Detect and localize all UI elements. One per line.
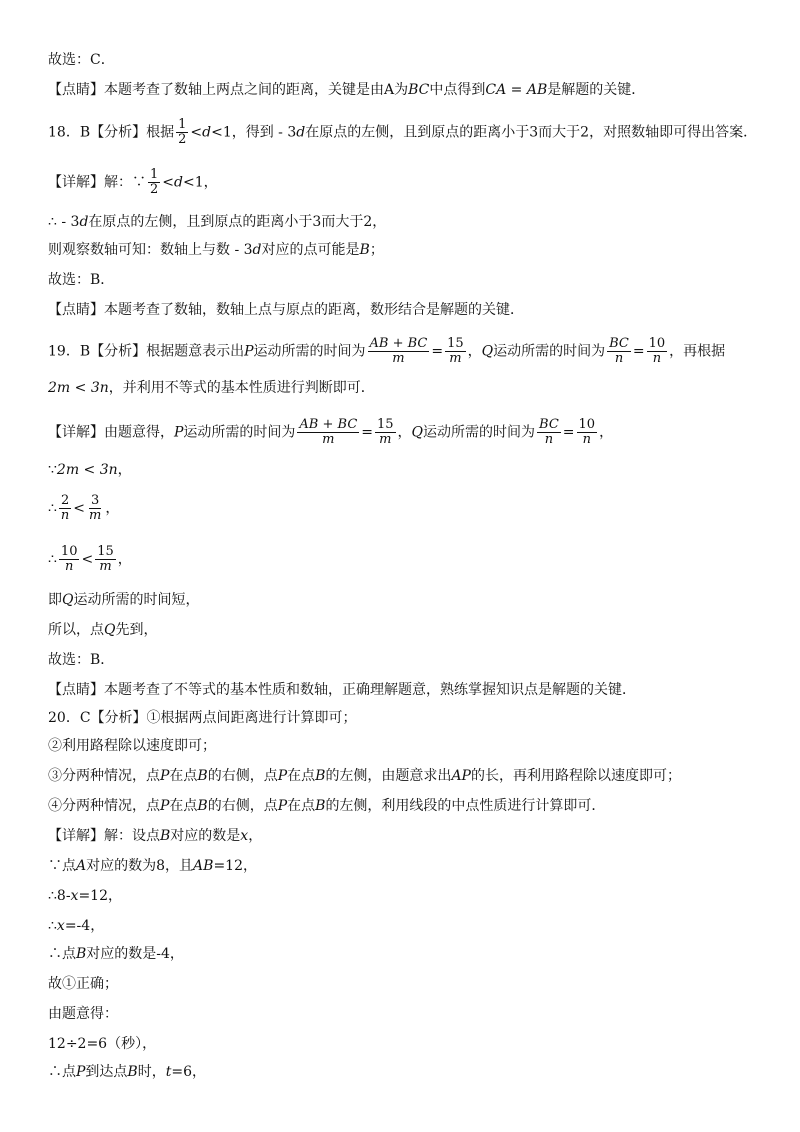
- text: =-4，: [64, 918, 105, 934]
- text: 的左侧，利用线段的中点性质进行计算即可．: [325, 798, 606, 814]
- fraction: $\frac{10}{n}$: [648, 336, 666, 366]
- math: B: [127, 1064, 138, 1080]
- math: d: [79, 214, 89, 230]
- fraction: $\frac{BC}{n}$: [539, 417, 559, 447]
- math: =: [431, 343, 444, 360]
- math: B: [160, 828, 171, 844]
- text: <1，: [182, 174, 218, 191]
- math: CA = AB: [485, 82, 548, 98]
- math: B: [315, 798, 326, 814]
- text: 对应的数是-4，: [86, 946, 184, 962]
- text-line: [48, 50, 115, 70]
- fraction: $\frac{15}{m}$: [377, 417, 394, 447]
- math: P: [174, 424, 184, 441]
- text: ，: [397, 424, 412, 441]
- text: ∵点: [48, 858, 76, 874]
- math: AB: [193, 858, 214, 874]
- math: P: [76, 1064, 86, 1080]
- fraction: $\frac{BC}{n}$: [609, 336, 629, 366]
- text: <1，得到 - 3: [211, 124, 297, 141]
- text: 【点睛】本题考查了不等式的基本性质和数轴，正确理解题意，熟练掌握知识点是解题的关键．: [48, 682, 636, 698]
- fraction: $\frac{AB + BC}{m}$: [369, 336, 428, 366]
- text: 在点: [169, 798, 198, 814]
- text: 由题意得：: [48, 1006, 118, 1022]
- text: ，: [117, 551, 132, 568]
- math: BC: [408, 82, 430, 98]
- text: 在点: [287, 768, 316, 784]
- math: <: [73, 500, 86, 517]
- text: 18．B【分析】根据: [48, 124, 175, 141]
- text: ，: [117, 462, 132, 478]
- text: 【详解】由题意得，: [48, 424, 174, 441]
- fraction: $\frac{10}{n}$: [578, 417, 596, 447]
- text: 中点得到: [429, 82, 486, 98]
- text-line: [48, 856, 257, 876]
- math: A: [76, 858, 87, 874]
- text: 的长，再利用路程除以速度即可；: [470, 768, 681, 784]
- text-line: [48, 736, 216, 756]
- math: Q: [411, 424, 424, 441]
- text-line: [48, 680, 636, 700]
- math: Q: [481, 343, 494, 360]
- text-line: [48, 80, 645, 100]
- text: 【详解】解：∵: [48, 174, 146, 191]
- math: Q: [62, 592, 74, 608]
- text-line: [48, 1062, 206, 1082]
- text-line: [48, 590, 199, 610]
- math: x: [240, 828, 249, 844]
- text-line: [48, 766, 681, 786]
- text: ∴点: [48, 946, 76, 962]
- text-line: [48, 240, 384, 260]
- text: 故选：B．: [48, 272, 115, 288]
- math: <: [81, 551, 94, 568]
- text: 到达点: [85, 1064, 128, 1080]
- fraction: $\frac{15}{m}$: [447, 336, 464, 366]
- math: d: [296, 124, 306, 141]
- text: 【详解】解：设点: [48, 828, 160, 844]
- text: 所以，点: [48, 622, 104, 638]
- fraction: $\frac{3}{m}$: [89, 493, 102, 523]
- text-line: [48, 337, 725, 366]
- text: ，并利用不等式的基本性质进行判断即可．: [108, 380, 375, 396]
- fraction: $\frac{1}{2}$: [150, 167, 159, 197]
- text: 12÷2=6（秒），: [48, 1036, 157, 1052]
- text: ④分两种情况，点: [48, 798, 160, 814]
- math: t: [165, 1064, 172, 1080]
- text: 的右侧，点: [207, 798, 278, 814]
- text: 运动所需的时间短，: [73, 592, 200, 608]
- fraction: $\frac{1}{2}$: [178, 117, 187, 147]
- text-line: [48, 270, 114, 290]
- text: 故①正确；: [48, 976, 118, 992]
- text: ∴: [48, 551, 57, 568]
- math: 2m < 3n: [56, 462, 118, 478]
- text-line: [48, 118, 757, 147]
- text: 是解题的关键．: [547, 82, 646, 98]
- math: P: [277, 798, 288, 814]
- text: 先到，: [115, 622, 158, 638]
- text-line: [48, 826, 262, 846]
- text-line: [48, 708, 357, 728]
- fraction: $\frac{AB + BC}{m}$: [299, 417, 358, 447]
- text: 则观察数轴可知：数轴上与数 - 3: [48, 242, 253, 258]
- text-line: [48, 494, 119, 523]
- text: ③分两种情况，点: [48, 768, 160, 784]
- text: ∴: [48, 500, 57, 517]
- text: ，: [599, 424, 614, 441]
- text-line: [48, 916, 104, 936]
- text: ②利用路程除以速度即可；: [48, 738, 216, 754]
- math: P: [244, 343, 254, 360]
- text: 时，: [137, 1064, 166, 1080]
- text: 对应的数是: [170, 828, 241, 844]
- math: B: [197, 768, 208, 784]
- math: x: [70, 888, 79, 904]
- text: 对应的点可能是: [261, 242, 360, 258]
- text-line: [48, 650, 114, 670]
- math: 2m < 3n: [48, 380, 109, 396]
- text: =6，: [171, 1064, 206, 1080]
- text-line: [48, 168, 218, 197]
- text: 对应的数为8，且: [86, 858, 194, 874]
- math: AP: [451, 768, 471, 784]
- text-line: [48, 378, 375, 398]
- math: <: [190, 124, 203, 141]
- text: 在原点的左侧，且到原点的距离小于3而大于2，: [88, 214, 387, 230]
- text: ，: [105, 500, 120, 517]
- math: =: [562, 424, 575, 441]
- text: 即: [48, 592, 62, 608]
- math: =: [361, 424, 373, 441]
- text-line: [48, 1004, 118, 1024]
- text: =12，: [78, 888, 122, 904]
- math: d: [174, 174, 183, 191]
- text: =12，: [213, 858, 257, 874]
- text: 在点: [169, 768, 198, 784]
- text: ∴ - 3: [48, 214, 80, 230]
- text: 【点睛】本题考查了数轴，数轴上点与原点的距离，数形结合是解题的关键．: [48, 302, 524, 318]
- math: B: [315, 768, 326, 784]
- fraction: $\frac{15}{m}$: [97, 544, 114, 574]
- text-line: [48, 418, 613, 447]
- math: P: [160, 768, 170, 784]
- text: 运动所需的时间为: [423, 424, 536, 441]
- fraction: $\frac{10}{n}$: [60, 544, 78, 574]
- text: 运动所需的时间为: [253, 343, 366, 360]
- text: ∵: [48, 462, 57, 478]
- math: =: [632, 343, 645, 360]
- text: 故选：C．: [48, 52, 115, 68]
- math: B: [197, 798, 208, 814]
- text: ，再根据: [669, 343, 726, 360]
- text: 故选：B．: [48, 652, 115, 668]
- text: 在原点的左侧，且到原点的距离小于3而大于2，对照数轴即可得出答案．: [305, 124, 758, 141]
- text: 20．C【分析】①根据两点间距离进行计算即可；: [48, 710, 357, 726]
- text: ∴8-: [48, 888, 71, 904]
- math: Q: [104, 622, 116, 638]
- text: ∴点: [48, 1064, 76, 1080]
- math: P: [160, 798, 170, 814]
- text: 的右侧，点: [207, 768, 278, 784]
- text-line: [48, 300, 524, 320]
- text-line: [48, 1034, 156, 1054]
- math: <: [162, 174, 175, 191]
- text: ；: [369, 242, 384, 258]
- text: 运动所需的时间为: [183, 424, 296, 441]
- text-line: [48, 460, 132, 480]
- math: B: [359, 242, 370, 258]
- text: ，: [467, 343, 482, 360]
- text: ∴: [48, 918, 57, 934]
- text: 运动所需的时间为: [493, 343, 606, 360]
- math: d: [252, 242, 262, 258]
- text: 19．B【分析】根据题意表示出: [48, 343, 245, 360]
- text-line: [48, 796, 605, 816]
- text-line: [48, 886, 122, 906]
- fraction: $\frac{2}{n}$: [60, 493, 70, 523]
- math: d: [202, 124, 212, 141]
- text: 【点睛】本题考查了数轴上两点之间的距离，关键是由A为: [48, 82, 409, 98]
- text-line: [48, 212, 386, 232]
- text-line: [48, 944, 184, 964]
- text: 的左侧，由题意求出: [325, 768, 452, 784]
- text-line: [48, 620, 157, 640]
- text: ，: [248, 828, 263, 844]
- math: B: [76, 946, 87, 962]
- math: P: [277, 768, 288, 784]
- text: 在点: [287, 798, 316, 814]
- text-line: [48, 545, 132, 574]
- math: x: [56, 918, 65, 934]
- text-line: [48, 974, 118, 994]
